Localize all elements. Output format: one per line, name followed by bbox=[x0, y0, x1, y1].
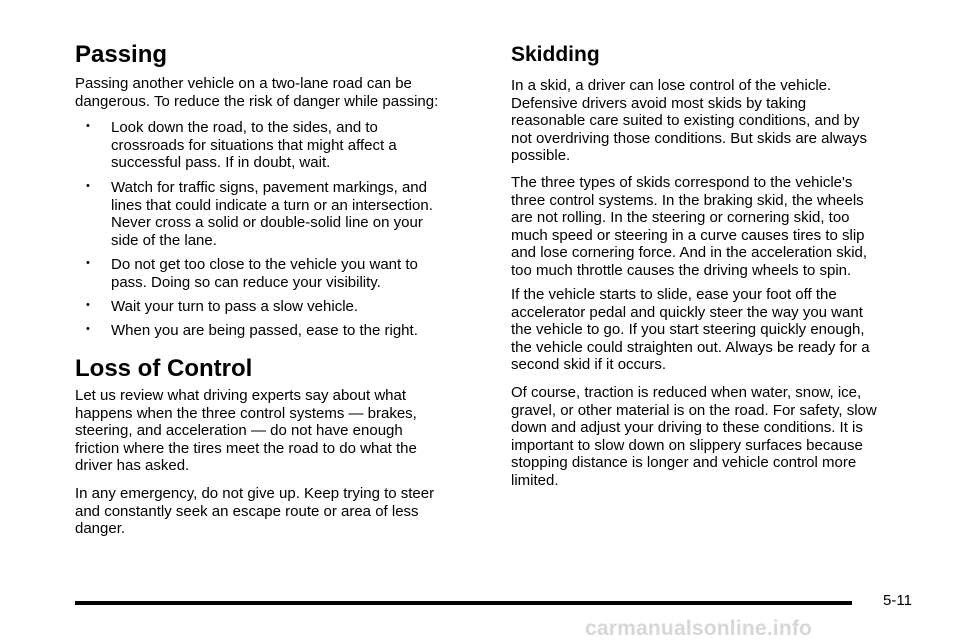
text-line: are not rolling. In the steering or cornering skid, too bbox=[511, 209, 850, 226]
text-line: When you are being passed, ease to the right. bbox=[111, 322, 418, 339]
text-line: Wait your turn to pass a slow vehicle. bbox=[111, 298, 359, 315]
text-line: side of the lane. bbox=[111, 231, 217, 249]
page-number: 5-11 bbox=[883, 592, 912, 609]
loss-of-control-paragraph bbox=[75, 485, 434, 538]
bullet-icon: • bbox=[86, 299, 90, 311]
text-line: the vehicle to go. If you start steering quickly enough, bbox=[511, 321, 865, 338]
text-line: not overdriving those conditions. But skids are always bbox=[511, 129, 868, 147]
text-line: down and adjust your driving to these conditions. It is bbox=[511, 419, 863, 436]
text-line: and lose cornering force. And in the acceleration skid, bbox=[511, 244, 868, 261]
text-line: The three types of skids correspond to the vehicle's bbox=[511, 174, 853, 191]
text-line: much speed or steering in a curve causes tires to slip bbox=[511, 226, 865, 244]
skidding-paragraph bbox=[511, 77, 867, 165]
text-line: Do not get too close to the vehicle you want to bbox=[111, 256, 418, 273]
bullet-icon: • bbox=[86, 180, 90, 192]
section-heading-loss-of-control: Loss of Control bbox=[75, 355, 253, 382]
text-line: accelerator pedal and quickly steer the way you want bbox=[511, 303, 863, 321]
text-line: three control systems. In the braking skid, the wheels bbox=[511, 191, 864, 209]
text-line: If the vehicle starts to slide, ease your foot off the bbox=[511, 286, 837, 303]
text-line: driver has asked. bbox=[75, 457, 190, 474]
skidding-paragraph bbox=[511, 286, 870, 374]
text-line: lines that could indicate a turn or an intersection. bbox=[111, 196, 433, 214]
footer-rule bbox=[75, 601, 852, 605]
text-line: friction where the tires meet the road to do what the bbox=[75, 439, 417, 457]
text-line: Defensive drivers avoid most skids by taking bbox=[511, 94, 807, 112]
text-line: crossroads for situations that might affect a bbox=[111, 136, 397, 154]
text-line: too much throttle causes the driving wheels to spin. bbox=[511, 261, 852, 279]
text-line: stopping distance is longer and vehicle control more bbox=[511, 454, 857, 471]
text-line: successful pass. If in doubt, wait. bbox=[111, 154, 331, 171]
text-line: and constantly seek an escape route or area of less bbox=[75, 502, 419, 520]
skidding-paragraph bbox=[511, 384, 877, 489]
skidding-paragraph bbox=[511, 174, 867, 279]
text-line: important to slow down on slippery surfaces because bbox=[511, 436, 863, 454]
text-line: steering, and acceleration — do not have enough bbox=[75, 422, 403, 439]
text-line: Never cross a solid or double-solid line on your bbox=[111, 214, 423, 231]
text-line: gravel, or other material is on the road. For safety, slow bbox=[511, 401, 877, 419]
text-line: Passing another vehicle on a two-lane road can be bbox=[75, 75, 412, 92]
text-line: pass. Doing so can reduce your visibility. bbox=[111, 273, 381, 291]
text-line: In a skid, a driver can lose control of the vehicle. bbox=[511, 77, 832, 94]
text-line: In any emergency, do not give up. Keep trying to steer bbox=[75, 485, 435, 502]
text-line: Watch for traffic signs, pavement markings, and bbox=[111, 179, 427, 196]
text-line: danger. bbox=[75, 520, 126, 537]
text-line: second skid if it occurs. bbox=[511, 356, 667, 373]
text-line: dangerous. To reduce the risk of danger while passing: bbox=[75, 92, 439, 110]
text-line: reasonable care suited to existing conditions, and by bbox=[511, 112, 860, 129]
text-line: happens when the three control systems — brakes, bbox=[75, 404, 417, 422]
text-line: Of course, traction is reduced when water, snow, ice, bbox=[511, 384, 862, 401]
text-line: Look down the road, to the sides, and to bbox=[111, 119, 378, 136]
text-line: Let us review what driving experts say about what bbox=[75, 387, 407, 404]
text-line: limited. bbox=[511, 471, 559, 489]
text-line: possible. bbox=[511, 147, 571, 164]
text-line: the vehicle could straighten out. Always be ready for a bbox=[511, 338, 870, 356]
watermark: carmanualsonline.info bbox=[585, 617, 813, 640]
loss-of-control-paragraph bbox=[75, 387, 417, 475]
bullet-icon: • bbox=[86, 120, 90, 132]
section-heading-passing: Passing bbox=[75, 41, 168, 68]
bullet-icon: • bbox=[86, 323, 90, 335]
passing-intro bbox=[75, 75, 438, 110]
section-heading-skidding: Skidding bbox=[511, 43, 600, 66]
bullet-icon: • bbox=[86, 257, 90, 269]
